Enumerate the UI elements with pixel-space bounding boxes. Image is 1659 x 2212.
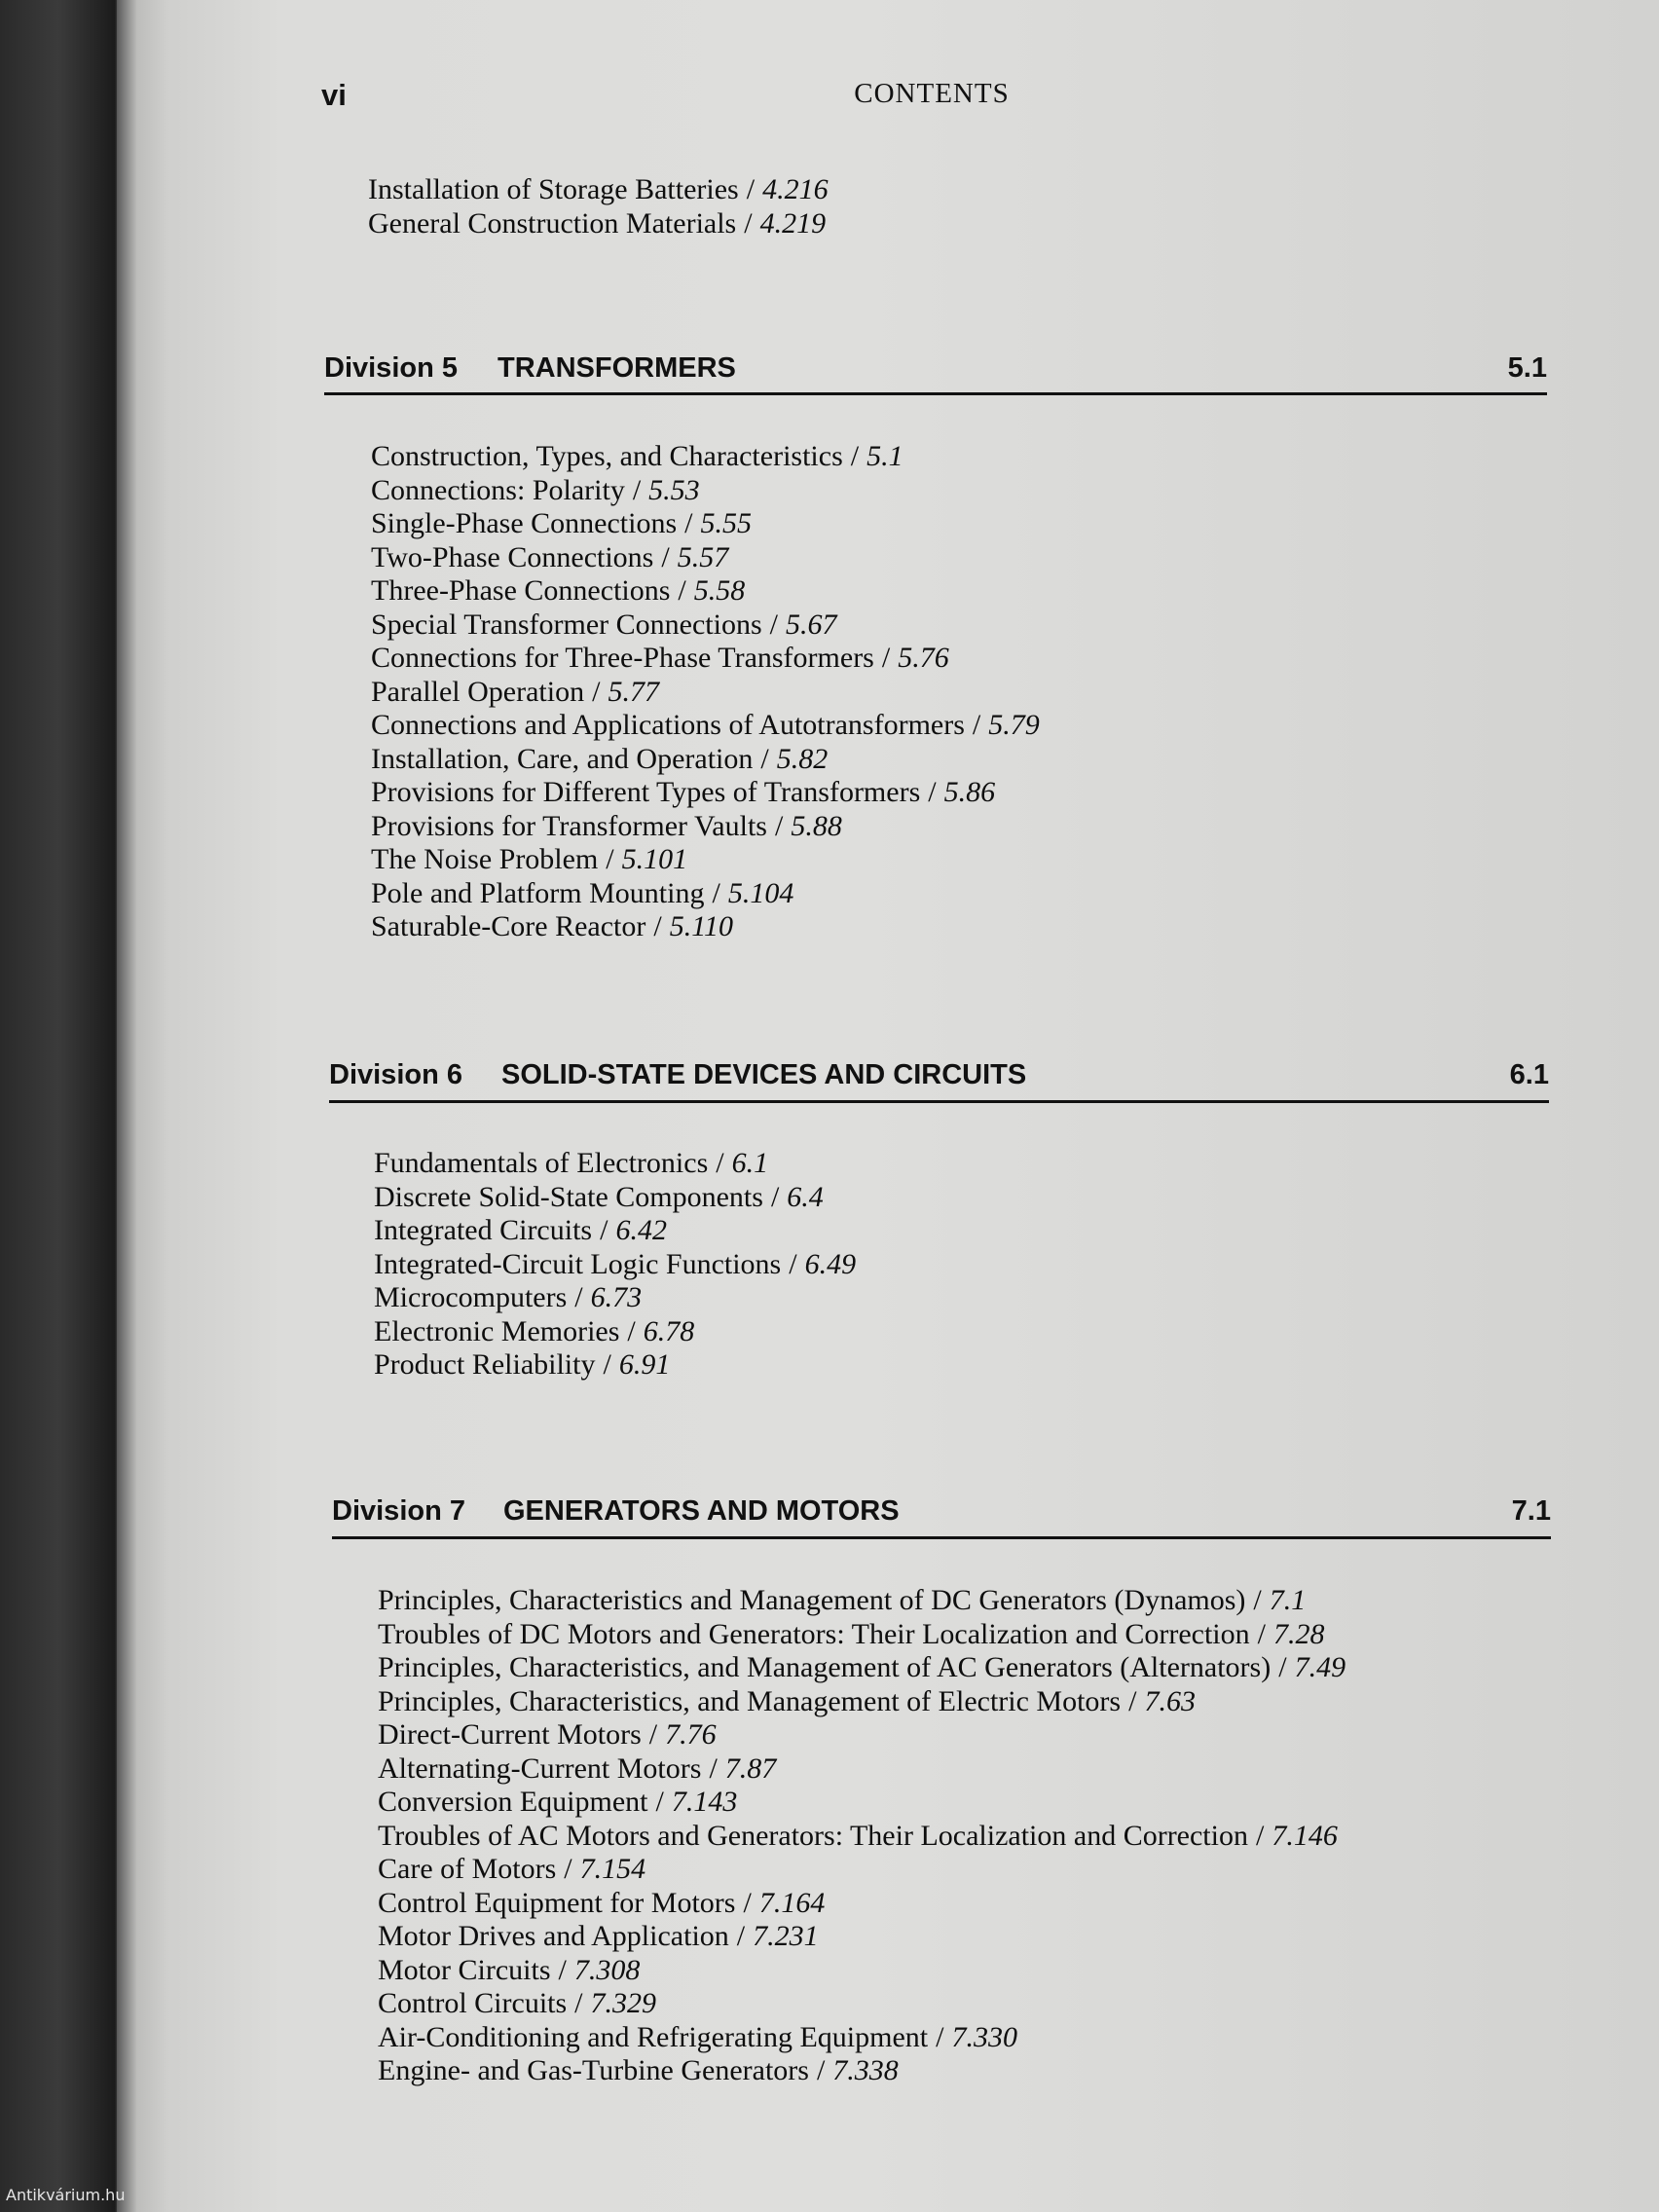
- toc-entry: Conversion Equipment / 7.143: [378, 1786, 738, 1818]
- toc-entry: Principles, Characteristics, and Management of Electric Motors / 7.63: [378, 1684, 1196, 1717]
- page-edge: [117, 0, 167, 2212]
- toc-entry: Integrated Circuits / 6.42: [374, 1214, 667, 1246]
- toc-entry: Special Transformer Connections / 5.67: [371, 608, 837, 641]
- toc-entry: Care of Motors / 7.154: [378, 1853, 646, 1885]
- toc-entry: Pole and Platform Mounting / 5.104: [371, 876, 794, 909]
- toc-entry: Installation, Care, and Operation / 5.82: [371, 742, 829, 775]
- toc-entry: Parallel Operation / 5.77: [371, 675, 659, 708]
- toc-entry: Integrated-Circuit Logic Functions / 6.49: [374, 1247, 857, 1280]
- page-header: [0, 78, 1659, 117]
- toc-entry: Product Reliability / 6.91: [374, 1348, 671, 1381]
- watermark: Antikvárium.hu: [6, 2186, 126, 2204]
- toc-entry: Connections and Applications of Autotransformers / 5.79: [371, 709, 1040, 741]
- toc-entry: Provisions for Different Types of Transformers / 5.86: [371, 776, 996, 808]
- division-5-entries: [371, 440, 1040, 944]
- toc-entry: Troubles of DC Motors and Generators: Their Localization and Correction / 7.28: [378, 1617, 1325, 1650]
- toc-entry: Saturable-Core Reactor / 5.110: [371, 910, 734, 942]
- running-head: CONTENTS: [854, 78, 1010, 109]
- toc-entry: Construction, Types, and Characteristics / 5.1: [371, 440, 903, 472]
- toc-entry: Direct-Current Motors / 7.76: [378, 1718, 717, 1751]
- toc-entry: Alternating-Current Motors / 7.87: [378, 1751, 777, 1785]
- book-spine-shadow: [0, 0, 119, 2212]
- toc-entry: Connections for Three-Phase Transformers / 5.76: [371, 642, 949, 674]
- division-6-entries: [374, 1147, 856, 1382]
- toc-entry: General Construction Materials / 4.219: [368, 206, 827, 240]
- division-rule: [329, 1100, 1549, 1103]
- toc-entry: Microcomputers / 6.73: [374, 1281, 643, 1313]
- division-7-entries: [378, 1584, 1346, 2088]
- toc-entry: Electronic Memories / 6.78: [374, 1314, 695, 1347]
- toc-entry: Engine- and Gas-Turbine Generators / 7.338: [378, 2054, 899, 2086]
- toc-entry: Principles, Characteristics, and Management of AC Generators (Alternators) / 7.49: [378, 1651, 1346, 1683]
- toc-entry: Fundamentals of Electronics / 6.1: [374, 1147, 769, 1179]
- division-rule: [324, 392, 1547, 395]
- toc-entry: Air-Conditioning and Refrigerating Equipment / 7.330: [378, 2020, 1017, 2053]
- toc-entry: Control Equipment for Motors / 7.164: [378, 1886, 826, 1919]
- toc-entry: Troubles of AC Motors and Generators: Their Localization and Correction / 7.146: [378, 1819, 1338, 1852]
- toc-entry: Discrete Solid-State Components / 6.4: [374, 1180, 824, 1213]
- toc-entry: Single-Phase Connections / 5.55: [371, 507, 752, 539]
- toc-entry: Three-Phase Connections / 5.58: [371, 574, 746, 607]
- toc-entry: Two-Phase Connections / 5.57: [371, 540, 729, 573]
- division-heading-7: Division 7 GENERATORS AND MOTORS 7.1: [332, 1495, 1551, 1527]
- toc-entry: Motor Circuits / 7.308: [378, 1953, 641, 1986]
- page-number: vi: [321, 78, 347, 112]
- division-rule: [332, 1536, 1551, 1539]
- toc-entry: Provisions for Transformer Vaults / 5.88: [371, 809, 842, 842]
- toc-entry: Motor Drives and Application / 7.231: [378, 1920, 819, 1952]
- toc-entry: Principles, Characteristics and Management of DC Generators (Dynamos) / 7.1: [378, 1584, 1307, 1616]
- toc-entry: The Noise Problem / 5.101: [371, 843, 688, 875]
- toc-entry: Control Circuits / 7.329: [378, 1987, 657, 2019]
- toc-entry: Connections: Polarity / 5.53: [371, 473, 700, 506]
- division-heading-6: Division 6 SOLID-STATE DEVICES AND CIRCUITS 6.1: [329, 1059, 1549, 1090]
- division-heading-5: Division 5 TRANSFORMERS 5.1: [324, 352, 1547, 384]
- continued-entries: [368, 173, 829, 240]
- toc-entry: Installation of Storage Batteries / 4.216: [368, 173, 829, 205]
